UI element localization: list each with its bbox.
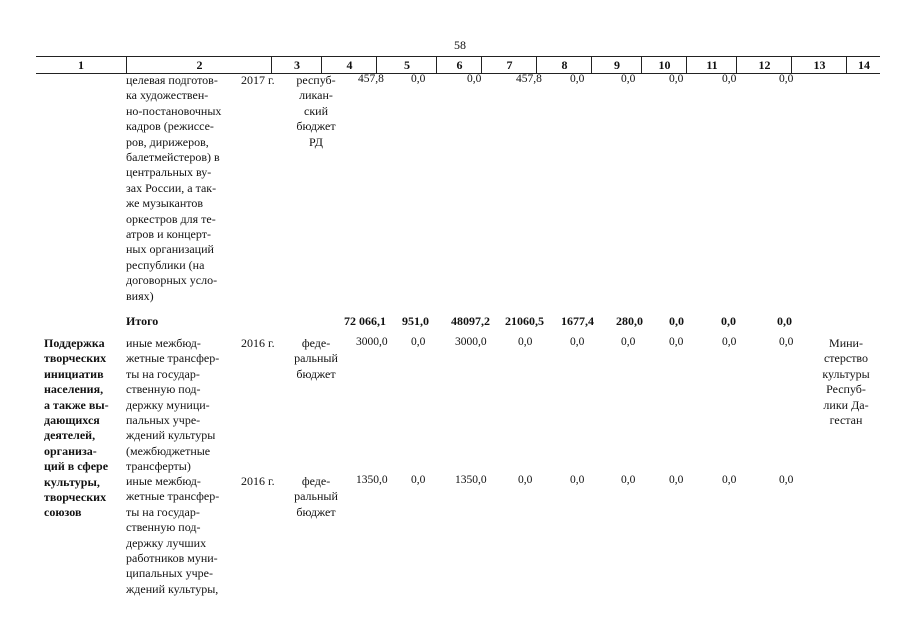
row3-value-5: 1350,0 <box>356 474 388 486</box>
column-header-7: 7 <box>481 57 537 73</box>
row1-desc-line: атров и концерт- <box>126 227 211 242</box>
row3-source-line: феде- <box>301 474 331 488</box>
row3-value-13: 0,0 <box>779 474 794 486</box>
column-header-13: 13 <box>791 57 847 73</box>
row1-desc-line: оркестров для те- <box>126 211 216 226</box>
row1-value-10: 0,0 <box>621 73 636 85</box>
row3-source-line: бюджет <box>296 504 336 519</box>
row3-desc-line: ты на государ- <box>126 504 200 519</box>
row2-desc-line: жетные трансфер- <box>126 351 220 366</box>
row3-desc-line: держку лучших <box>126 535 207 550</box>
section-title-line: культуры, <box>44 474 100 489</box>
row3-desc-line: работников муни- <box>126 551 218 566</box>
page-number: 58 <box>454 38 466 52</box>
row1-year: 2017 г. <box>241 73 275 87</box>
total-value-12: 0,0 <box>721 314 736 328</box>
row3-desc-line: ждений культуры, <box>126 581 219 596</box>
column-header-8: 8 <box>536 57 592 73</box>
responsible-line: Респуб- <box>826 382 866 397</box>
row1-value-13: 0,0 <box>779 73 794 85</box>
section-title-line: творческих <box>44 490 107 505</box>
row2-source-line: бюджет <box>296 366 336 381</box>
total-value-10: 280,0 <box>616 314 643 328</box>
section-title-line: деятелей, <box>44 428 96 443</box>
row1-desc-line: зах России, а так- <box>126 180 217 195</box>
row3-source-line: ральный <box>294 489 338 504</box>
column-header-6: 6 <box>436 57 482 73</box>
row2-value-11: 0,0 <box>669 336 684 348</box>
row2-desc-line: пальных учре- <box>126 413 201 428</box>
column-header-3: 3 <box>271 57 322 73</box>
responsible-organization <box>815 336 877 428</box>
row2-description <box>126 336 246 475</box>
row1-value-11: 0,0 <box>669 73 684 85</box>
responsible-line: культуры <box>822 366 870 381</box>
row2-value-10: 0,0 <box>621 336 636 348</box>
row2-desc-line: ждений культуры <box>126 428 216 443</box>
row1-desc-line: ных организаций <box>126 242 214 257</box>
section-title <box>44 336 124 521</box>
row3-source <box>288 474 344 520</box>
row1-description <box>126 73 246 304</box>
row1-desc-line: целевая подготов- <box>126 73 218 87</box>
column-header-1: 1 <box>78 58 84 72</box>
total-value-9: 1677,4 <box>561 314 594 328</box>
total-value-5: 72 066,1 <box>344 314 386 328</box>
row1-desc-line: кадров (режиссе- <box>126 119 214 134</box>
row3-desc-line: ственную под- <box>126 520 201 535</box>
total-label: Итого <box>126 314 159 328</box>
row2-desc-line: ты на государ- <box>126 366 200 381</box>
row3-value-12: 0,0 <box>722 474 737 486</box>
section-title-line: инициатив <box>44 366 104 381</box>
row3-value-6: 0,0 <box>411 474 426 486</box>
row2-value-12: 0,0 <box>722 336 737 348</box>
row1-value-9: 0,0 <box>570 73 585 85</box>
row1-desc-line: ров, дирижеров, <box>126 134 209 149</box>
table-header-row <box>36 56 880 74</box>
row2-desc-line: ственную под- <box>126 382 201 397</box>
row1-value-12: 0,0 <box>722 73 737 85</box>
column-header-5: 5 <box>376 57 437 73</box>
row3-desc-line: иные межбюд- <box>126 474 201 488</box>
row3-value-9: 0,0 <box>570 474 585 486</box>
responsible-line: Мини- <box>829 336 863 350</box>
row1-desc-line: виях) <box>126 288 154 303</box>
row1-source-line: бюджет <box>296 119 336 134</box>
row1-value-6: 0,0 <box>411 73 426 85</box>
total-value-8: 21060,5 <box>505 314 544 328</box>
section-title-line: а также вы- <box>44 397 109 412</box>
row1-value-5: 457,8 <box>358 73 384 85</box>
row2-value-8: 0,0 <box>518 336 533 348</box>
row1-source <box>288 73 344 150</box>
row1-desc-line: но-постановочных <box>126 103 222 118</box>
section-title-line: населения, <box>44 382 104 397</box>
row2-source-line: феде- <box>301 336 331 350</box>
row1-desc-line: центральных ву- <box>126 165 212 180</box>
responsible-line: стерство <box>823 351 869 366</box>
row1-source-line: РД <box>309 134 323 149</box>
row2-value-13: 0,0 <box>779 336 794 348</box>
total-value-13: 0,0 <box>777 314 792 328</box>
section-title-line: ций в сфере <box>44 459 109 474</box>
row1-source-line: ский <box>304 103 328 118</box>
total-value-6: 951,0 <box>402 314 429 328</box>
row2-desc-line: трансферты) <box>126 459 191 474</box>
column-header-12: 12 <box>736 57 792 73</box>
row3-description <box>126 474 246 597</box>
row2-desc-line: иные межбюд- <box>126 336 201 350</box>
row2-desc-line: держку муници- <box>126 397 210 412</box>
row1-desc-line: ка художествен- <box>126 88 209 103</box>
row2-source <box>288 336 344 382</box>
column-header-2: 2 <box>126 57 272 73</box>
row2-value-5: 3000,0 <box>356 336 388 348</box>
column-header-14: 14 <box>846 57 881 73</box>
section-title-line: организа- <box>44 443 97 458</box>
row3-desc-line: ципальных учре- <box>126 566 213 581</box>
row2-year: 2016 г. <box>241 336 275 350</box>
row3-value-10: 0,0 <box>621 474 636 486</box>
row1-desc-line: республики (на <box>126 257 205 272</box>
row3-value-7: 1350,0 <box>455 474 487 486</box>
row1-desc-line: же музыкантов <box>126 196 204 211</box>
row3-value-8: 0,0 <box>518 474 533 486</box>
row1-desc-line: договорных усло- <box>126 273 218 288</box>
row1-source-line: ликан- <box>299 88 333 103</box>
row2-desc-line: (межбюджетные <box>126 443 211 458</box>
column-header-10: 10 <box>641 57 687 73</box>
section-title-line: дающихся <box>44 413 100 428</box>
total-value-11: 0,0 <box>669 314 684 328</box>
row1-source-line: респуб- <box>296 73 336 87</box>
row2-value-7: 3000,0 <box>455 336 487 348</box>
row1-desc-line: балетмейстеров) в <box>126 150 220 165</box>
row2-value-6: 0,0 <box>411 336 426 348</box>
section-title-line: творческих <box>44 351 107 366</box>
row3-desc-line: жетные трансфер- <box>126 489 220 504</box>
row3-year: 2016 г. <box>241 474 275 488</box>
section-title-line: Поддержка <box>44 336 105 350</box>
row1-value-7: 0,0 <box>467 73 482 85</box>
column-header-4: 4 <box>321 57 377 73</box>
row2-source-line: ральный <box>294 351 338 366</box>
row2-value-9: 0,0 <box>570 336 585 348</box>
section-title-line: союзов <box>44 505 82 520</box>
responsible-line: лики Да- <box>823 397 869 412</box>
row3-value-11: 0,0 <box>669 474 684 486</box>
column-header-9: 9 <box>591 57 642 73</box>
column-header-11: 11 <box>686 57 737 73</box>
total-value-7: 48097,2 <box>451 314 490 328</box>
row1-value-8: 457,8 <box>516 73 542 85</box>
responsible-line: гестан <box>829 413 863 428</box>
